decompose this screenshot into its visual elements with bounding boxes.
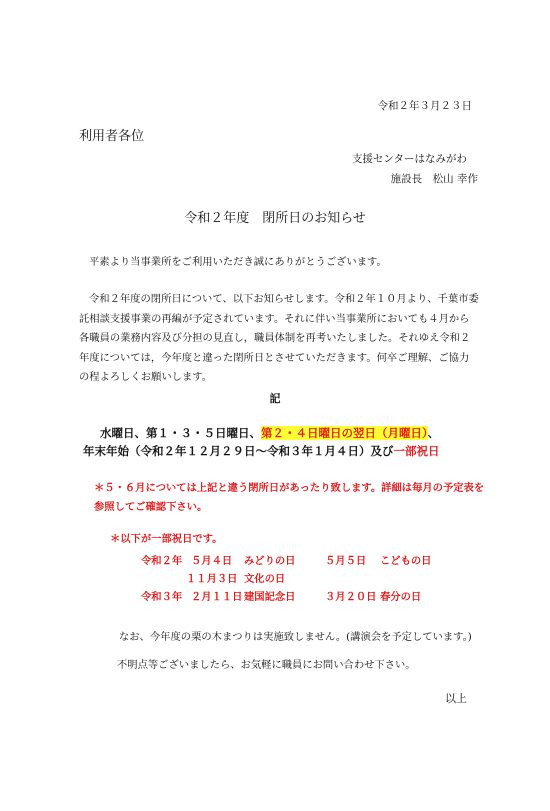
contact-notice: 不明点等ございましたら、お気軽に職員にお問い合わせ下さい。 <box>117 659 416 671</box>
holiday-date: １１月３日 <box>186 573 238 585</box>
closed-days-line-2 <box>83 443 440 459</box>
year-end-text: 年末年始（令和２年１２月２９日～令和３年１月４日）及び <box>83 444 394 458</box>
holiday-name: 文化の日 <box>244 573 286 585</box>
document-date: 令和２年３月２３日 <box>377 100 472 112</box>
holiday-year: 令和２年 <box>141 555 183 567</box>
highlighted-closed-day: 第２・４日曜日の翌日（月曜日） <box>261 426 428 440</box>
organization-name: 支援センターはなみがわ <box>351 153 467 165</box>
may-june-note: ＊５・６月については上記と違う閉所日があったり致します。詳細は毎月の予定表を参照してご確認下さい。 <box>94 482 485 513</box>
holiday-name: 建国記念日 <box>244 591 296 603</box>
closed-days-suffix: 、 <box>427 426 440 440</box>
holiday-year: 令和３年 <box>141 591 183 603</box>
body-paragraph: 令和２年度の閉所日について、以下お知らせします。令和２年１０月より、千葉市委託相談支援事業の再編が予定されています。それに伴い当事業所においても４月から各職員の業務内容及び分担の見直し，職員体制を再考いたしました。それゆえ令和２年度については，今年度と違った閉所日とさせていただきます。何卒ご理解、ご協力の程よろしくお願いします。 <box>79 293 479 383</box>
ki-heading: 記 <box>269 392 281 405</box>
holiday-name-2: 春分の日 <box>380 591 422 603</box>
closed-days-prefix: 水曜日、第１・３・５日曜日、 <box>100 426 261 440</box>
partial-holidays-text: 一部祝日 <box>393 444 440 458</box>
holiday-name-2: こどもの日 <box>380 555 432 567</box>
holiday-date-2: ５月５日 <box>325 555 367 567</box>
document-title: 令和２年度 閉所日のお知らせ <box>184 211 366 226</box>
recipient: 利用者各位 <box>79 129 145 144</box>
holidays-header: ＊以下が一部祝日です。 <box>110 533 223 545</box>
sender-name: 施設長 松山 幸作 <box>390 173 478 185</box>
greeting-paragraph: 平素より当事業所をご利用いただき誠にありがとうございます。 <box>89 256 387 268</box>
end-mark: 以上 <box>445 692 467 705</box>
holiday-date: ５月４日 <box>191 555 233 567</box>
holiday-date-2: ３月２０日 <box>325 591 377 603</box>
holiday-name: みどりの日 <box>244 555 296 567</box>
closed-days-line-1 <box>100 425 439 441</box>
festival-notice: なお、今年度の栗の木まつりは実施致しません。(講演会を予定しています。) <box>119 631 472 643</box>
holiday-date: ２月１１日 <box>191 591 243 603</box>
